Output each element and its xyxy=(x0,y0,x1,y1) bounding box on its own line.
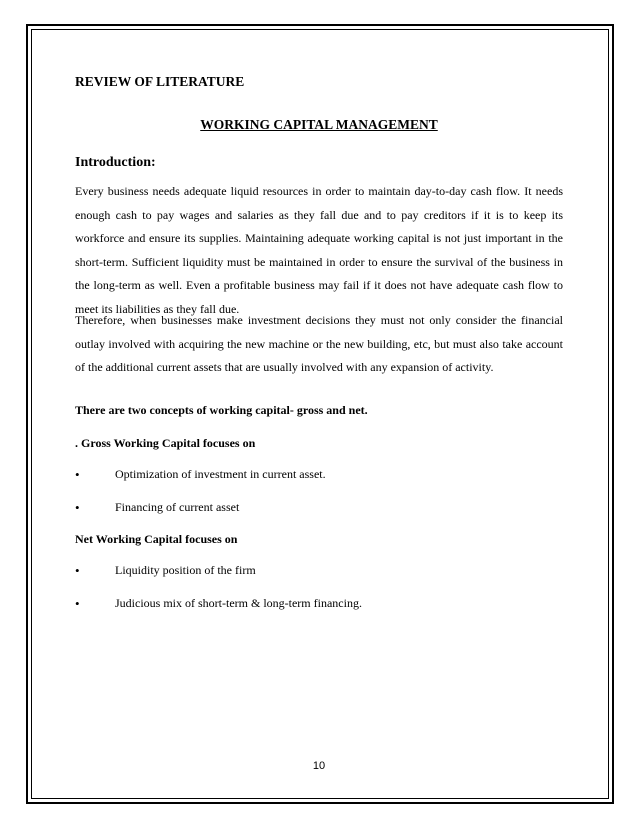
list-item xyxy=(75,563,256,579)
intro-paragraph: Every business needs adequate liquid resources in order to maintain day-to-day cash flow. It needs enough cash to pay wages and salaries as they fall due and to pay creditors if it is to keep its workforce and ensure its supplies. Maintaining adequate working capital is not just important in the short-term. Sufficient liquidity must be maintained in order to ensure the survival of the business in the long-term as well. Even a profitable business may fail if it does not have adequate cash flow to meet its liabilities as they fall due. xyxy=(75,184,563,316)
investment-paragraph: Therefore, when businesses make investment decisions they must not only consider the financial outlay involved with acquiring the new machine or the new building, etc, but must also take account of the additional current assets that are usually involved with any expansion of activity. xyxy=(75,313,563,374)
section-heading: REVIEW OF LITERATURE xyxy=(75,74,245,89)
bullet-icon: • xyxy=(75,467,80,482)
net-title: Net Working Capital focuses on xyxy=(75,532,238,546)
gross-title: . Gross Working Capital focuses on xyxy=(75,436,256,450)
list-item-text: Liquidity position of the firm xyxy=(115,563,256,577)
list-item xyxy=(75,596,362,612)
page-number: 10 xyxy=(312,760,326,772)
list-item xyxy=(75,500,239,516)
list-item-text: Judicious mix of short-term & long-term financing. xyxy=(115,596,362,610)
intro-title: Introduction: xyxy=(75,155,156,170)
list-item-text: Optimization of investment in current asset. xyxy=(115,467,326,481)
concepts-line: There are two concepts of working capital- gross and net. xyxy=(75,403,368,417)
list-item-text: Financing of current asset xyxy=(115,500,240,514)
list-item xyxy=(75,467,326,483)
bullet-icon: • xyxy=(75,500,80,515)
bullet-icon: • xyxy=(75,563,80,578)
chapter-title: WORKING CAPITAL MANAGEMENT xyxy=(200,117,438,132)
bullet-icon: • xyxy=(75,596,80,611)
